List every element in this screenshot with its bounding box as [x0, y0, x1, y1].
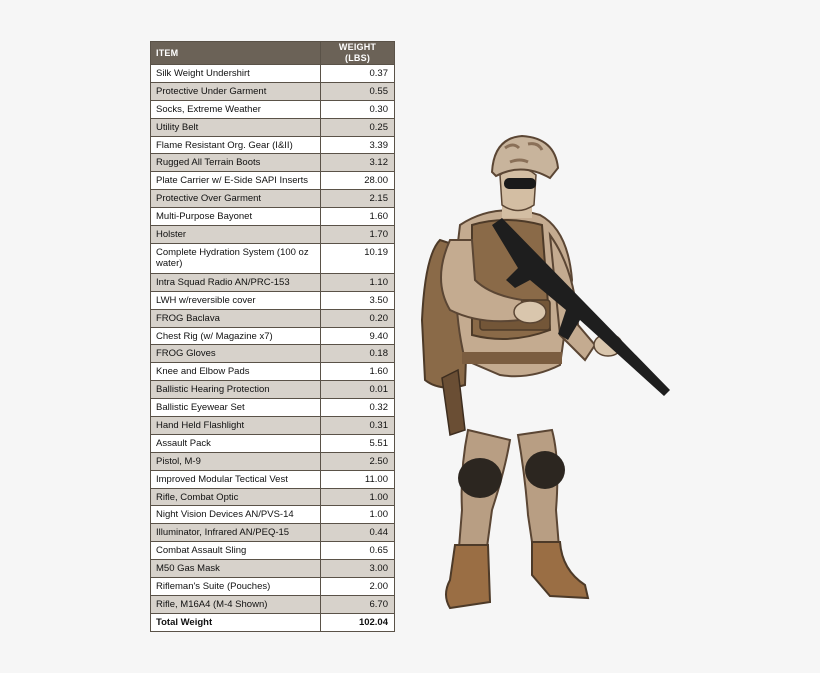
- item-weight: 0.30: [321, 100, 395, 118]
- item-name: Multi-Purpose Bayonet: [151, 208, 321, 226]
- item-name: Pistol, M-9: [151, 452, 321, 470]
- item-name: Illuminator, Infrared AN/PEQ-15: [151, 524, 321, 542]
- table-row: [151, 470, 395, 488]
- item-weight: 2.00: [321, 578, 395, 596]
- item-weight: 1.00: [321, 488, 395, 506]
- table-row: [151, 291, 395, 309]
- item-weight: 3.00: [321, 560, 395, 578]
- header-item: ITEM: [151, 42, 321, 65]
- item-weight: 2.50: [321, 452, 395, 470]
- item-weight: 3.50: [321, 291, 395, 309]
- table-row: [151, 172, 395, 190]
- item-name: Knee and Elbow Pads: [151, 363, 321, 381]
- item-weight: 3.39: [321, 136, 395, 154]
- table-header-row: [151, 42, 395, 65]
- item-weight: 9.40: [321, 327, 395, 345]
- item-name: Rugged All Terrain Boots: [151, 154, 321, 172]
- table-row: [151, 100, 395, 118]
- item-weight: 10.19: [321, 243, 395, 273]
- table-row: [151, 82, 395, 100]
- table-row: [151, 309, 395, 327]
- item-weight: 0.55: [321, 82, 395, 100]
- table-row: [151, 524, 395, 542]
- item-name: Rifleman's Suite (Pouches): [151, 578, 321, 596]
- table-row: [151, 273, 395, 291]
- item-name: Flame Resistant Org. Gear (I&II): [151, 136, 321, 154]
- total-label: Total Weight: [151, 613, 321, 631]
- item-weight: 11.00: [321, 470, 395, 488]
- table-row: [151, 226, 395, 244]
- item-name: Chest Rig (w/ Magazine x7): [151, 327, 321, 345]
- table-row: [151, 327, 395, 345]
- table-row: [151, 452, 395, 470]
- item-name: Rifle, M16A4 (M-4 Shown): [151, 595, 321, 613]
- item-name: FROG Baclava: [151, 309, 321, 327]
- table-row: [151, 560, 395, 578]
- item-weight: 0.25: [321, 118, 395, 136]
- item-name: Rifle, Combat Optic: [151, 488, 321, 506]
- table-row: [151, 190, 395, 208]
- item-weight: 0.18: [321, 345, 395, 363]
- item-weight: 1.60: [321, 208, 395, 226]
- item-weight: 1.70: [321, 226, 395, 244]
- table-row: [151, 381, 395, 399]
- item-name: Holster: [151, 226, 321, 244]
- table-row: [151, 434, 395, 452]
- item-name: Complete Hydration System (100 oz water): [151, 243, 321, 273]
- table-row: [151, 118, 395, 136]
- item-weight: 1.00: [321, 506, 395, 524]
- item-name: Night Vision Devices AN/PVS-14: [151, 506, 321, 524]
- table-row: [151, 417, 395, 435]
- item-weight: 0.65: [321, 542, 395, 560]
- gear-weight-table: [150, 41, 395, 632]
- item-name: Assault Pack: [151, 434, 321, 452]
- item-weight: 1.60: [321, 363, 395, 381]
- header-weight: WEIGHT (LBS): [321, 42, 395, 65]
- table-row: [151, 506, 395, 524]
- table-row: [151, 595, 395, 613]
- item-name: Socks, Extreme Weather: [151, 100, 321, 118]
- item-name: Utility Belt: [151, 118, 321, 136]
- item-name: Ballistic Eyewear Set: [151, 399, 321, 417]
- item-name: Improved Modular Tectical Vest: [151, 470, 321, 488]
- item-name: Intra Squad Radio AN/PRC-153: [151, 273, 321, 291]
- left-glove: [514, 301, 546, 323]
- table-body: [151, 65, 395, 614]
- table-row: [151, 136, 395, 154]
- table-row: [151, 345, 395, 363]
- table-row: [151, 65, 395, 83]
- item-weight: 1.10: [321, 273, 395, 291]
- right-boot: [532, 542, 588, 598]
- item-name: Protective Under Garment: [151, 82, 321, 100]
- table-row: [151, 363, 395, 381]
- item-weight: 3.12: [321, 154, 395, 172]
- item-name: Hand Held Flashlight: [151, 417, 321, 435]
- item-weight: 0.32: [321, 399, 395, 417]
- item-weight: 5.51: [321, 434, 395, 452]
- table-row: [151, 542, 395, 560]
- item-name: Protective Over Garment: [151, 190, 321, 208]
- left-boot: [446, 545, 490, 608]
- item-weight: 0.01: [321, 381, 395, 399]
- item-weight: 28.00: [321, 172, 395, 190]
- table-row: [151, 488, 395, 506]
- soldier-illustration: [410, 130, 680, 620]
- right-knee-pad: [525, 451, 565, 489]
- utility-belt: [462, 352, 562, 364]
- table-row: [151, 399, 395, 417]
- item-name: FROG Gloves: [151, 345, 321, 363]
- left-knee-pad: [458, 458, 502, 498]
- item-name: LWH w/reversible cover: [151, 291, 321, 309]
- item-weight: 0.20: [321, 309, 395, 327]
- item-weight: 0.44: [321, 524, 395, 542]
- item-weight: 2.15: [321, 190, 395, 208]
- total-value: 102.04: [321, 613, 395, 631]
- eyewear: [504, 178, 536, 189]
- table-row: [151, 154, 395, 172]
- item-name: Silk Weight Undershirt: [151, 65, 321, 83]
- item-name: Combat Assault Sling: [151, 542, 321, 560]
- item-weight: 0.31: [321, 417, 395, 435]
- item-name: M50 Gas Mask: [151, 560, 321, 578]
- item-weight: 6.70: [321, 595, 395, 613]
- table-row: [151, 578, 395, 596]
- table-row: [151, 243, 395, 273]
- item-weight: 0.37: [321, 65, 395, 83]
- total-row: [151, 613, 395, 631]
- item-name: Ballistic Hearing Protection: [151, 381, 321, 399]
- table-row: [151, 208, 395, 226]
- item-name: Plate Carrier w/ E-Side SAPI Inserts: [151, 172, 321, 190]
